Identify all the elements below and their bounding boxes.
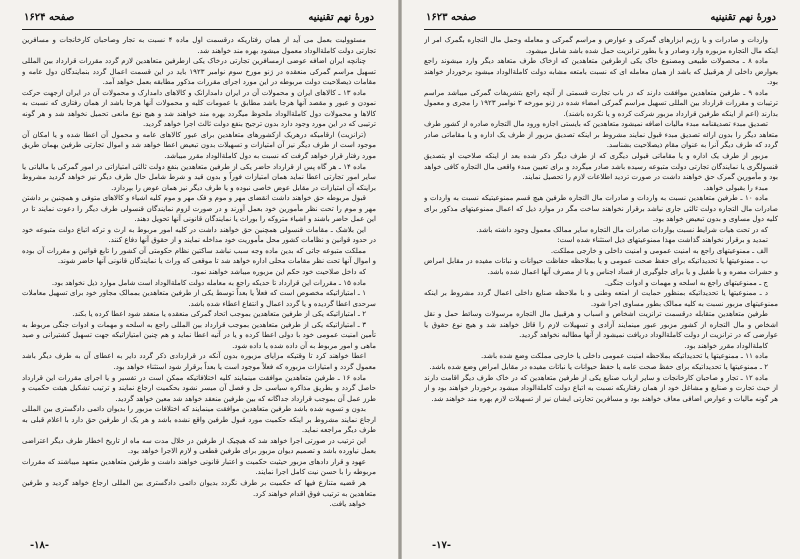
- right-page: [402, 0, 800, 559]
- paragraph: مسئوولیت بعمل می آید از همان رفتاریکه درقسمت اول ماده ۴ نسبت به تجار وصاحبان کارخانجات و مسافرین تجارتی دولت کاملةالوداد معمول میشود بهره مند خواهند شد.: [22, 35, 376, 55]
- paragraph: ماده ۱۳ ـ کالاهای ایران و محمولات آن در ایران دامدارانک و کالاهای دامدارک و محمولات آن در ایران ازجهت حرکت نمودن و عبور و مقصد آنها هرجا باشد مطابق با عمومات کلیه و محمولات آنها هرجا باشد از همان رفتاری که نسبت به کالاها و محمولات دول کاملةالوداد ملحوظ میگردد بهره مند خواهند شد و هیچ نوع مانعی تحمیل نخواهد شد و هر گونه ترتیبی که در این مورد وجود دارد بدون ترجیح بنفع دولت ثالث اجرا خواهد گردید.: [22, 87, 376, 129]
- paragraph: ۱ ـ امتیازاتیکه مخصوص است که فعلاً یا بعداً توسط یکی از طرفین متعاهدین بممالک مجاور خود برای تسهیل معاملات سرحدی اعطا گردیده و یا گردد اعمال و انتفاع اعطاء شده باشد.: [22, 288, 376, 308]
- paragraph: کاملةالوداد مقرر خواهند بود.: [684, 340, 768, 350]
- paragraph: تصدیق مبدء تصدیقنامه مبدء مالیات اضافه نمیشود متعاهدین که بایستی اجازه ورود مال التجاره صادره از کشور طرف متعاهد دیگر را بدون ارائه تصدیق مبدء قبول نمایند مشروط بر اینکه تصدیق مزبور از طرف یک اداره و یا مقاماتی صادر گردد که طرف دیگر آنرا به عنوان مقام ذیصلاحیت بشناسد.: [424, 119, 778, 150]
- paragraph: مملکت متبوعه جاتی که بدین ماده وجه سبب نباشد ساکتین نظام حکومتی آن کشور را تابع قوانین و مقررات آن بوده و اموال آنها تحت نظر مقامات محلی اداره خواهد شد تا موقعی که وراث یا نمایندگان قانونی آنها حاضر شوند.: [22, 245, 376, 266]
- right-journal-title: دورهٔ نهم تقنینیه: [710, 12, 776, 23]
- paragraph: مزبور از طرف یک اداره و یا مقاماتی قبولی دیگری که از طرف دیگر ذکر شده بعد از اینکه صلاحیت او بتصدیق قنسولگری یا نمایندگان تجارتی دولت متبوعه رسیده باشد صادر میگردد و برای تعیین مبدء واقعی مال التجاره کافی خواهد بود و مأمورین گمرک حق خواهند داشت در صورت تردید اطلاعات لازم را تحصیل نمایند.: [424, 151, 778, 182]
- paragraph: ماده ۱۲ ـ تجار و صاحبان کارخانجات و سایر ارباب صنایع یکی از طرفین متعاهدین که در خاک طرف دیگر اقامت دارند از حیث تجارت و صنایع و مشاغل خود از همان رفتاریکه نسبت به اتباع دولت کاملةالوداد میشود برخوردار خواهند بود و از هر گونه مالیات و عوارض اضافی معاف خواهند بود و مسافرین تجارتی ایشان نیز از تسهیلات لازم بهره مند خواهند شد.: [424, 372, 778, 403]
- paragraph: ب ـ ممنوعیتها یا تحدیداتیکه برای حفظ صحت عمومی و یا بملاحظه حفاظت حیوانات و نباتات مفیده در مقابل امراض و حشرات مضره و یا طفیل و یا برای جلوگیری از فساد اجناس و یا از مصرف آنها اعمال شده باشد.: [424, 256, 778, 277]
- paragraph: ۳ ـ امتیازاتیکه یکی از طرفین متعاهدین بموجب قرارداد بین المللی راجع به اسلحه و مهمات و ادوات جنگی مربوط به تأمین امنیت عمومی خود با دولی اعطا کرده و یا در آتیه اعطا نماید و هم چنین امتیازاتیکه جهت تسهیل کشتیرانی و صید ماهی و امور مربوط به آن داده شده یا داده شود.: [22, 319, 376, 350]
- paragraph: ماده ۱۶ ـ طرفین متعاهدین موافقت مینمایند کلیه اختلافاتیکه ممکن است در تفسیر و یا اجرای مقررات این قرارداد حاصل گردد و بطریق مذاکره سیاسی حل و فصل آن میسر نشود بحکمیت ارجاع نمایند و ترتیب تشکیل هیئت حکمیت و طرز عمل آن بموجب قرارداد جداگانه که بین طرفین منعقد خواهد شد معین خواهد گردید.: [22, 372, 376, 403]
- paragraph: هر قضیه متنازع فیها که حکمیت بر طرف نگردد بدیوان دائمی دادگستری بین المللی ارجاع خواهد گردید و طرفین متعاهدین به ترتیب فوق اقدام خواهند کرد.: [22, 477, 376, 498]
- paragraph: اعطا خواهند کرد تا وقتیکه مزایای مزبوره بدون آنکه در قراردادی ذکر گردد دایر به اعطای آن به طرف دیگر باشد معمول گردد و امتیازات مزبوره که فعلاً موجود است یا بعداً برقرار شود استثناء خواهد بود.: [22, 351, 376, 371]
- left-page-header: [24, 12, 374, 28]
- left-page: [0, 0, 398, 559]
- paragraph: قبول مربوطه حق خواهند داشت انقضای مهر و موم و فک مهر و موم کلیه اشیاء و کالاهای متوفی و همچنین بر داشتن مهر و موم را تحت نظر مأمورین خود بعمل آورند و در صورت لزوم نمایندگان قنسولی طرف دیگر را دعوت نمایند تا در این عمل حاضر باشند و اشیاء متروکه را بوراث یا نمایندگان قانونی آنها تحویل دهند.: [22, 193, 376, 224]
- paragraph: واردات و صادرات و یا رژیم ابزارهای گمرکی و عوارض و مراسم گمرکی و معامله وحمل مال التجاره بگمرک امر از اینکه مال التجاره مزبوره وارد وصادر و یا بطور ترانزیت حمل شده باشد شامل میشود.: [424, 35, 778, 55]
- paragraph: که در تحت هیات شرایط نسبت بواردات صادرات مال التجاره سایر ممالک معمول وجود داشته باشد.: [476, 224, 768, 234]
- paragraph: این بلاشک ـ مقامات قنسولی همچنین حق خواهند داشت در کلیه امور مربوط به ارث و ترکه اتباع دولت متبوعه خود در حدود قوانین و نظامات کشور محل مأموریت خود مداخله نمایند و از حقوق آنها دفاع کنند.: [22, 224, 376, 245]
- paragraph: که داخل صلاحیت خود حکم این مزبوره میباشد خواهند نمود.: [191, 267, 366, 277]
- right-page-header: [426, 12, 776, 28]
- paragraph: ماده ۹ ـ طرفین متعاهدین موافقت دارند که در باب تجارت قسمتی از آنچه راجع بتشریفات گمرکی میباشد مراسم ترتیبات و مقررات قرارداد بین المللی تسهیل مراسم گمرکی امضاء شده در ژنو مورخه ۳ نوامبر ۱۹۲۳ را مجری و معمول بدارند (اعم از اینکه طرفین قرارداد مزبور شرکت کرده و یا نکرده باشند).: [424, 87, 778, 118]
- paragraph: چنانچه ایران اضافه عوضی ازمسافرین تجارتی درخاک یکی ازطرفین متعاهدین لازم گردد مقررات قرارداد بین المللی تسهیل مراسم گمرکی منعقده در ژنو مورخ سوم نوامبر ۱۹۲۳ باید در این قسمت اعمال گردد بنمایندگان دول عامه و مقامات ذیصلاحیت دولت مربوطه در این مورد اجرای مقررات مذکور مطابقه بعمل خواهد آمد.: [22, 56, 376, 87]
- paragraph: خواهد یافت.: [329, 499, 366, 509]
- left-page-label: صفحه ۱۶۲۴: [24, 12, 75, 23]
- paragraph: ماده ۸ ـ محصولات طبیعی ومصنوع خاک یکی ازطرفین متعاهدین که ازخاک طرف متعاهد دیگر وارد میشوند راجع بعوارض داخلی از هرقبیل که باشد از همان معامله ای که نسبت بامتعه مشابه دولت کاملةالوداد میشود برخوردار خواهند بود.: [424, 56, 778, 87]
- paragraph: بدون و تسویه شده باشد طرفین متعاهدین موافقت مینمایند که اختلافات مزبور را بدیوان دائمی دادگستری بین المللی ارجاع نمایند مشروط بر اینکه حکمیت مورد قبول طرفین واقع نشده باشد و هر یک از طرفین حق دارد با اعلام قبلی به طرف دیگر مراجعه نماید.: [22, 404, 376, 435]
- left-page-body: [22, 35, 376, 531]
- right-page-label: صفحه ۱۶۲۳: [426, 12, 477, 23]
- paragraph: د ـ ممنوعیتها یا تحدیداتیکه بمنظور حمایت از امتعه وطنی و با ملاحظه صنایع داخلی اعمال گردد مشروط بر اینکه ممنوعیتهای مزبور نسبت به کلیه ممالک بطور مساوی اجرا شود.: [424, 288, 778, 308]
- paragraph: مبدء را بقبولی خواهد.: [703, 182, 768, 192]
- paragraph: ماده ۱۱ ـ ممنوعیتها یا تحدیداتیکه بملاحظه امنیت عمومی داخلی یا خارجی مملکت وضع شده باشد.: [481, 351, 768, 361]
- paragraph: ۲ ـ ممنوعیتها یا تحدیداتیکه برای حفظ صحت عامه یا حفظ حیوانات یا نباتات مفیده در مقابل امراض وضع شده باشد.: [429, 361, 768, 371]
- left-journal-title: دورهٔ نهم تقنینیه: [308, 12, 374, 23]
- left-page-number: -۱۸-: [30, 540, 50, 551]
- paragraph: ۲ ـ امتیازاتیکه یکی از طرفین متعاهدین بموجب اتحاد گمرکی منعقده یا منعقد شود اعطا کرده یا بکند.: [72, 309, 366, 319]
- left-header-rule: [22, 29, 376, 30]
- right-page-body: [424, 35, 778, 531]
- right-header-rule: [424, 29, 778, 30]
- paragraph: الف ـ ممنوعیتهای راجع به امنیت عمومی و امنیت داخلی و خارجی مملکت.: [550, 245, 768, 255]
- right-page-number: -۱۷-: [432, 540, 452, 551]
- paragraph: (ترانزیت) ارقامیکه درهریک ازکشورهای متعاهدین برای عبور کالاهای عامه و محمول آن اعطا شده و یا امکان آن موجود است از طرف دیگر نیز آن امتیازات و تسهیلات بدون تبعیض اعطا خواهد شد و اموال تجارتی طرفین بهمان طریق مورد رفتار قرار خواهد گرفت که نسبت به دول کاملةالوداد مقرر میباشد.: [22, 129, 376, 161]
- paragraph: عهود و قرار دادهای مزبور حیثیت حکمیت و اعتبار قانونی خواهند داشت و طرفین متعاهدین متعهد میباشند که مقررات مربوطه را با حسن نیت کامل اجرا نمایند.: [22, 456, 376, 477]
- paragraph: طرفین متعاهدین متقابله درقسمت ترانزیت اشخاص و اسباب و هرقبیل مال التجاره مرسولات وسائط حمل و نقل اشخاص و مال التجاره از کشور مزبور عبور مینمایند آزادی و تسهیلات لازم را قائل خواهند شد و هیچ نوع حقوق یا عوارضی که در ترانزیت از دولت کاملةالوداد دریافت نمیشود از آنها مطالبه نخواهد گردید.: [424, 309, 778, 340]
- paragraph: ماده ۱۵ ـ مقررات این قرارداد تا حدیکه راجع به معامله دولت کاملةالوداد است شامل موارد ذیل نخواهد بود.: [51, 277, 366, 287]
- paragraph: ماده ۱۴ ـ هر گاه پس از قرارداد حاضر یکی از طرفین متعاهدین بنفع دولت ثالثی امتیازاتی در امور گمرکی یا مالیاتی یا سایر امور تجارتی اعطا نماید همان امتیازات فوراً و بدون قید و شرط شامل حال طرف دیگر نیز خواهد گردید مشروط براینکه آن امتیازات در مقابل عوض خاصی نبوده و یا طرف دیگر نیز همان عوض را بپردازد.: [22, 161, 376, 192]
- paragraph: ماده ۱۰ ـ طرفین متعاهدین نسبت به واردات و صادرات مال التجاره طرفین هیچ قسم ممنوعیتیکه نسبت به واردات و صادرات مال التجاره دولت ثالثی جاری نباشد برقرار نخواهند ساخت مگر در موارد ذیل که اعمال ممنوعیتهای مذکور برای کلیه دول مساوی و بدون تبعیض خواهد بود.: [424, 193, 778, 224]
- paragraph: این ترتیب در صورتی اجرا خواهد شد که هیچیک از طرفین در خلال مدت سه ماه از تاریخ اخطار طرف دیگر اعتراضی بعمل نیاورده باشد و تصمیم دیوان مزبور برای طرفین قطعی و لازم الاجرا خواهد بود.: [22, 435, 376, 456]
- paragraph: ج ـ ممنوعیتهای راجع به اسلحه و مهمات و ادوات جنگی.: [604, 277, 768, 287]
- paragraph: تمدید و برقرار نخواهند گذاشت مهذا ممنوعیتهای ذیل استثناء شده است:: [557, 235, 768, 245]
